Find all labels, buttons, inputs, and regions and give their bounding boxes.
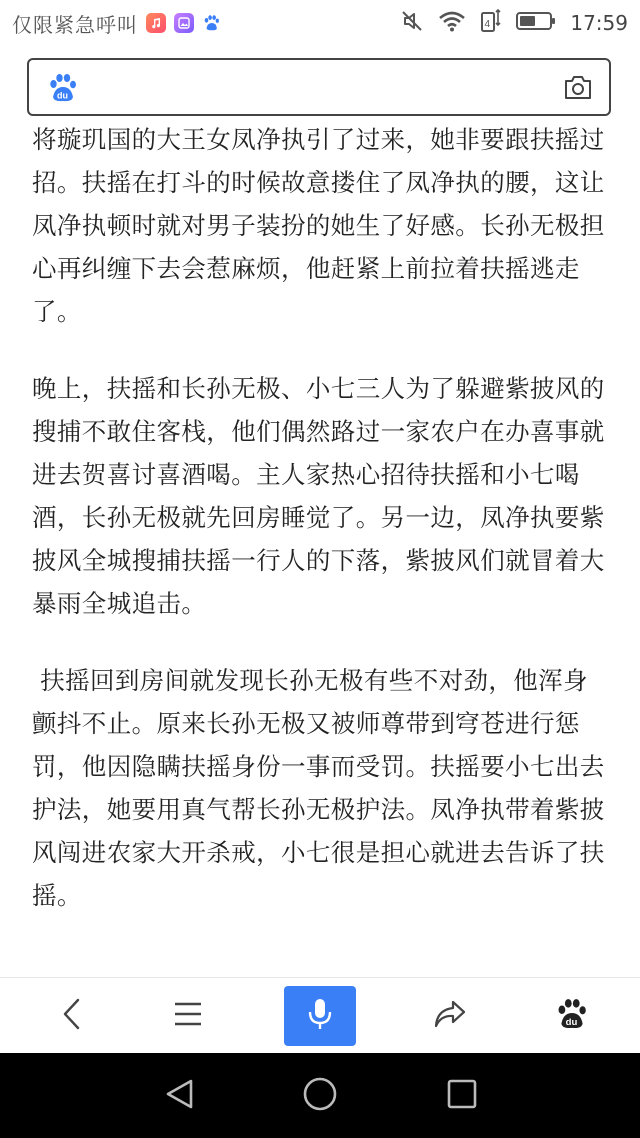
nav-back-button[interactable] [140,1053,220,1138]
nav-back-icon [163,1077,197,1115]
article-paragraph: 扶摇回到房间就发现长孙无极有些不对劲，他浑身颤抖不止。原来长孙无极又被师尊带到穹苍进行惩罚，他因隐瞒扶摇身份一事而受罚。扶摇要小七出去护法，她要用真气帮长孙无极护法。凤净执带着紫披风闯进农家大开杀戒，小七很是担心就进去告诉了扶摇。 [32,666,605,910]
camera-icon[interactable] [563,74,593,102]
back-button[interactable] [40,978,104,1054]
search-bar[interactable] [27,58,611,116]
system-nav-bar [0,1053,640,1138]
svg-text:4: 4 [484,19,491,30]
article-paragraph: 将璇玑国的大王女凤净执引了过来，她非要跟扶摇过招。扶摇在打斗的时候故意搂住了凤净执的腰，这让凤净执顿时就对男子装扮的她生了好感。长孙无极担心再纠缠下去会惹麻烦，他赶紧上前拉着扶摇逃走了。 [32,125,605,326]
menu-icon [173,1000,203,1032]
svg-text:du: du [57,90,68,101]
status-bar [0,0,640,48]
baidu-paw-icon [202,14,220,32]
gallery-app-icon [174,13,194,33]
baidu-home-button[interactable] [540,978,604,1054]
battery-icon [516,11,556,35]
music-app-icon [146,13,166,33]
back-icon [60,997,84,1035]
share-button[interactable] [418,978,482,1054]
article-paragraph: 晚上，扶摇和长孙无极、小七三人为了躲避紫披风的搜捕不敢住客栈，他们偶然路过一家农户在办喜事就进去贺喜讨喜酒喝。主人家热心招待扶摇和小七喝酒，长孙无极就先回房睡觉了。另一边，凤净执要紫披风全城搜捕扶摇一行人的下落，紫披风们就冒着大暴雨全城追击。 [32,374,605,618]
data-icon [480,9,502,37]
microphone-icon [307,997,333,1035]
mute-icon [400,9,424,37]
baidu-paw-logo-icon[interactable] [47,72,79,104]
bottom-toolbar [0,977,640,1053]
voice-search-button[interactable] [284,986,356,1046]
status-right [386,8,628,38]
article-content [32,118,612,973]
status-left [12,8,220,38]
share-icon [433,999,467,1033]
nav-recents-button[interactable] [422,1053,502,1138]
status-time: 17:59 [570,11,628,35]
nav-home-button[interactable] [280,1053,360,1138]
nav-recents-icon [446,1078,478,1114]
baidu-paw-icon [555,997,589,1035]
svg-text:du: du [565,1017,578,1029]
carrier-text: 仅限紧急呼叫 [12,12,138,37]
wifi-icon [438,10,466,36]
menu-button[interactable] [156,978,220,1054]
nav-home-icon [302,1076,338,1116]
